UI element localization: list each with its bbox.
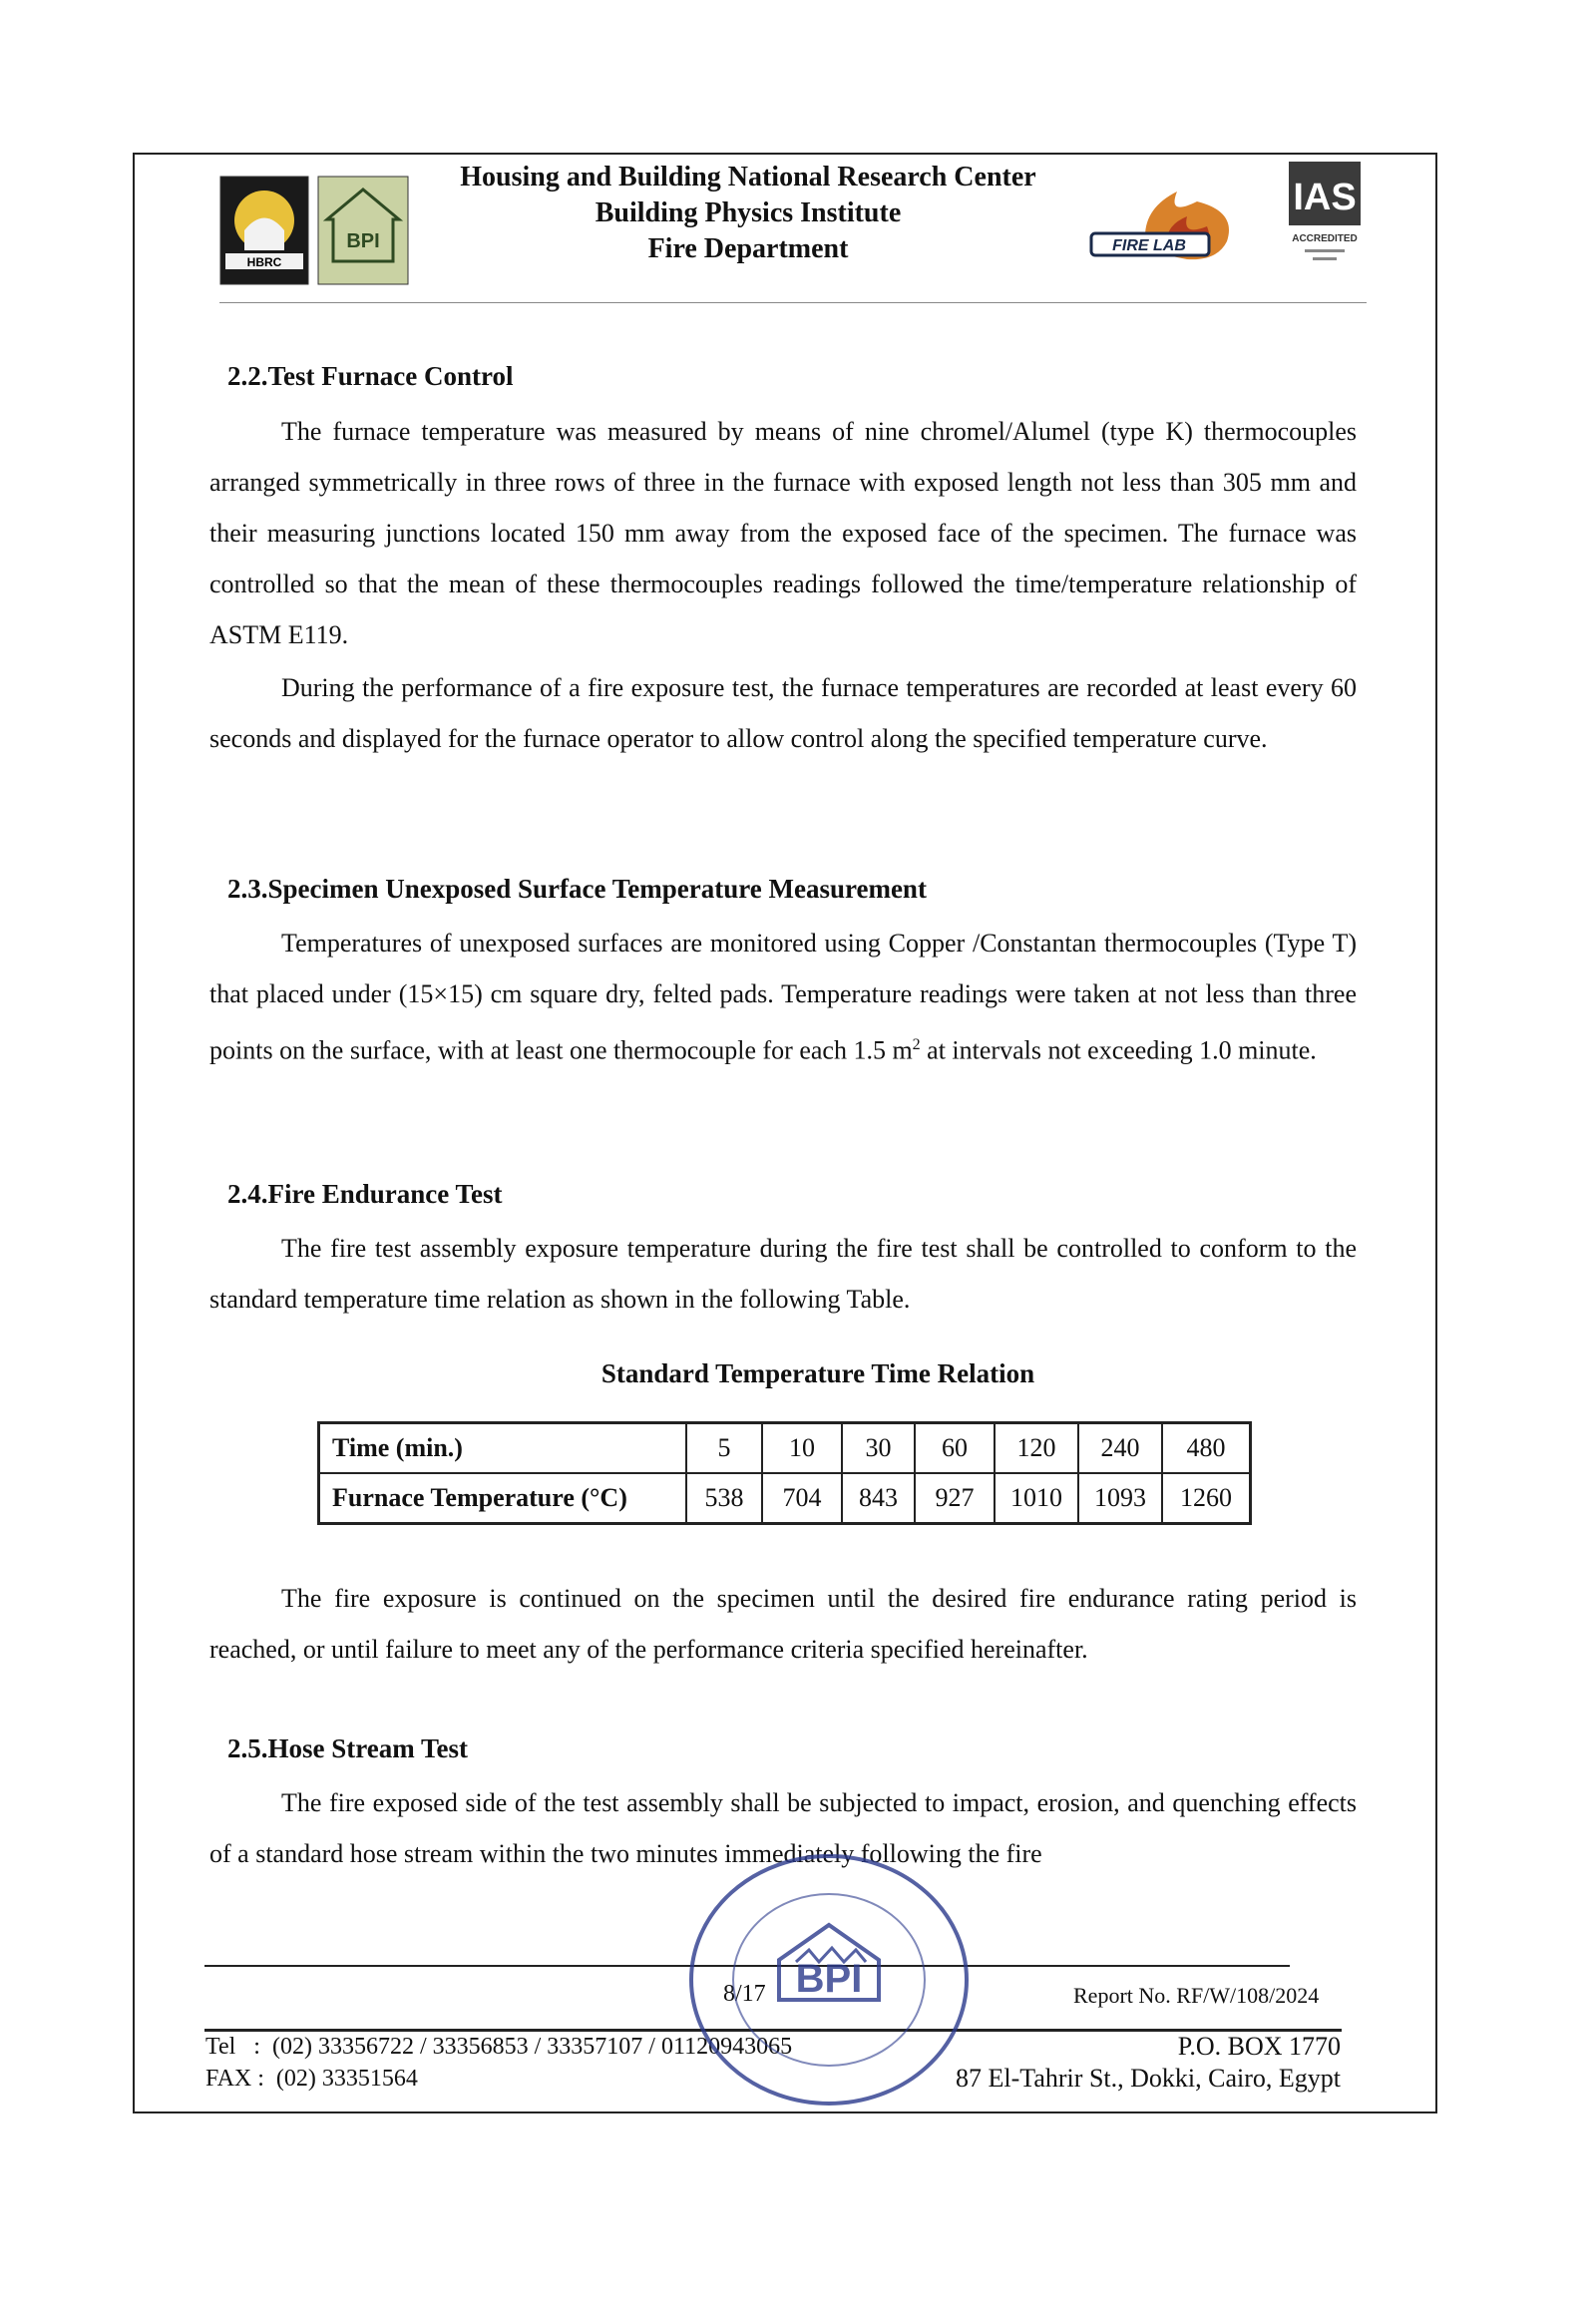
header-line-1: Housing and Building National Research Center bbox=[460, 162, 1036, 192]
fax-number: FAX : (02) 33351564 bbox=[205, 2066, 418, 2092]
table-cell: 240 bbox=[1078, 1423, 1162, 1474]
section-2-3-text-b: at intervals not exceeding 1.0 minute. bbox=[920, 1035, 1317, 1065]
firelab-logo bbox=[1087, 182, 1247, 271]
header-divider bbox=[219, 302, 1367, 303]
bpi-logo bbox=[317, 176, 409, 285]
section-2-3-paragraph-1 bbox=[209, 918, 1357, 1076]
bpi-logo-text: BPI bbox=[346, 230, 380, 252]
header-line-2: Building Physics Institute bbox=[595, 197, 902, 228]
page-number: 8/17 bbox=[723, 1981, 766, 2007]
ias-logo-subtext: ACCREDITED bbox=[1292, 233, 1358, 244]
table-cell: 1010 bbox=[995, 1473, 1078, 1524]
section-2-3-text-a: Temperatures of unexposed surfaces are monitored using Copper /Constantan thermocouples (Type T) that placed under (15×15) cm square dry, felted pads. Temperature readings were taken at not less than three points on the surface, with at least one thermocouple for each 1.5 m bbox=[209, 929, 1357, 1065]
section-2-2-heading: 2.2.Test Furnace Control bbox=[227, 361, 514, 391]
table-cell: 10 bbox=[762, 1423, 842, 1474]
table-cell: 843 bbox=[842, 1473, 915, 1524]
table-row-temperature bbox=[319, 1473, 1251, 1524]
section-2-4-heading: 2.4.Fire Endurance Test bbox=[227, 1179, 503, 1209]
telephone-numbers: Tel : (02) 33356722 / 33356853 / 33357107 / 01120943065 bbox=[205, 2034, 793, 2060]
table-cell: 120 bbox=[995, 1423, 1078, 1474]
table-cell: 480 bbox=[1162, 1423, 1251, 1474]
table-cell: 30 bbox=[842, 1423, 915, 1474]
table-cell: 1093 bbox=[1078, 1473, 1162, 1524]
table-cell: 60 bbox=[915, 1423, 995, 1474]
institute-stamp bbox=[684, 1850, 974, 2109]
table-row-label: Furnace Temperature (°C) bbox=[319, 1473, 687, 1524]
hbrc-logo-text: HBRC bbox=[246, 255, 282, 269]
table-cell: 538 bbox=[686, 1473, 762, 1524]
table-cell: 1260 bbox=[1162, 1473, 1251, 1524]
header-title bbox=[429, 160, 1067, 267]
section-2-3-superscript: 2 bbox=[912, 1036, 921, 1053]
section-2-2-paragraph-2: During the performance of a fire exposure test, the furnace temperatures are recorded at least every 60 seconds and displayed for the furnace operator to allow control along the specified temperature curve. bbox=[209, 673, 1357, 753]
stamp-text: BPI bbox=[795, 1957, 863, 2001]
header-line-3: Fire Department bbox=[647, 233, 849, 264]
temperature-time-table bbox=[317, 1421, 1252, 1525]
street-address: 87 El-Tahrir St., Dokki, Cairo, Egypt bbox=[956, 2064, 1341, 2093]
po-box: P.O. BOX 1770 bbox=[1177, 2032, 1341, 2061]
table-row-label: Time (min.) bbox=[319, 1423, 687, 1474]
table-row-time bbox=[319, 1423, 1251, 1474]
firelab-logo-text: FIRE LAB bbox=[1112, 237, 1186, 254]
section-2-5-heading: 2.5.Hose Stream Test bbox=[227, 1733, 468, 1763]
section-2-2-paragraph-1: The furnace temperature was measured by means of nine chromel/Alumel (type K) thermocouples arranged symmetrically in three rows of three in the furnace with exposed length not less than 305 mm and their measuring junctions located 150 mm away from the exposed face of the specimen. The furnace was controlled so that the mean of these thermocouples readings followed the time/temperature relationship of ASTM E119. bbox=[209, 417, 1357, 649]
table-cell: 927 bbox=[915, 1473, 995, 1524]
hbrc-logo bbox=[219, 176, 309, 285]
ias-logo bbox=[1285, 158, 1365, 277]
table-cell: 5 bbox=[686, 1423, 762, 1474]
section-2-4-paragraph-1: The fire test assembly exposure temperature during the fire test shall be controlled to conform to the standard temperature time relation as shown in the following Table. bbox=[209, 1234, 1357, 1314]
section-2-5-paragraph-1: The fire exposed side of the test assembly shall be subjected to impact, erosion, and quenching effects of a standard hose stream within the two minutes immediately following the fire bbox=[209, 1788, 1357, 1868]
section-2-4-paragraph-2: The fire exposure is continued on the specimen until the desired fire endurance rating period is reached, or until failure to meet any of the performance criteria specified hereinafter. bbox=[209, 1584, 1357, 1664]
table-title: Standard Temperature Time Relation bbox=[600, 1358, 1035, 1388]
section-2-3-heading: 2.3.Specimen Unexposed Surface Temperature Measurement bbox=[227, 874, 927, 904]
ias-logo-text: IAS bbox=[1293, 177, 1357, 218]
report-number: Report No. RF/W/108/2024 bbox=[1073, 1983, 1320, 2008]
table-cell: 704 bbox=[762, 1473, 842, 1524]
